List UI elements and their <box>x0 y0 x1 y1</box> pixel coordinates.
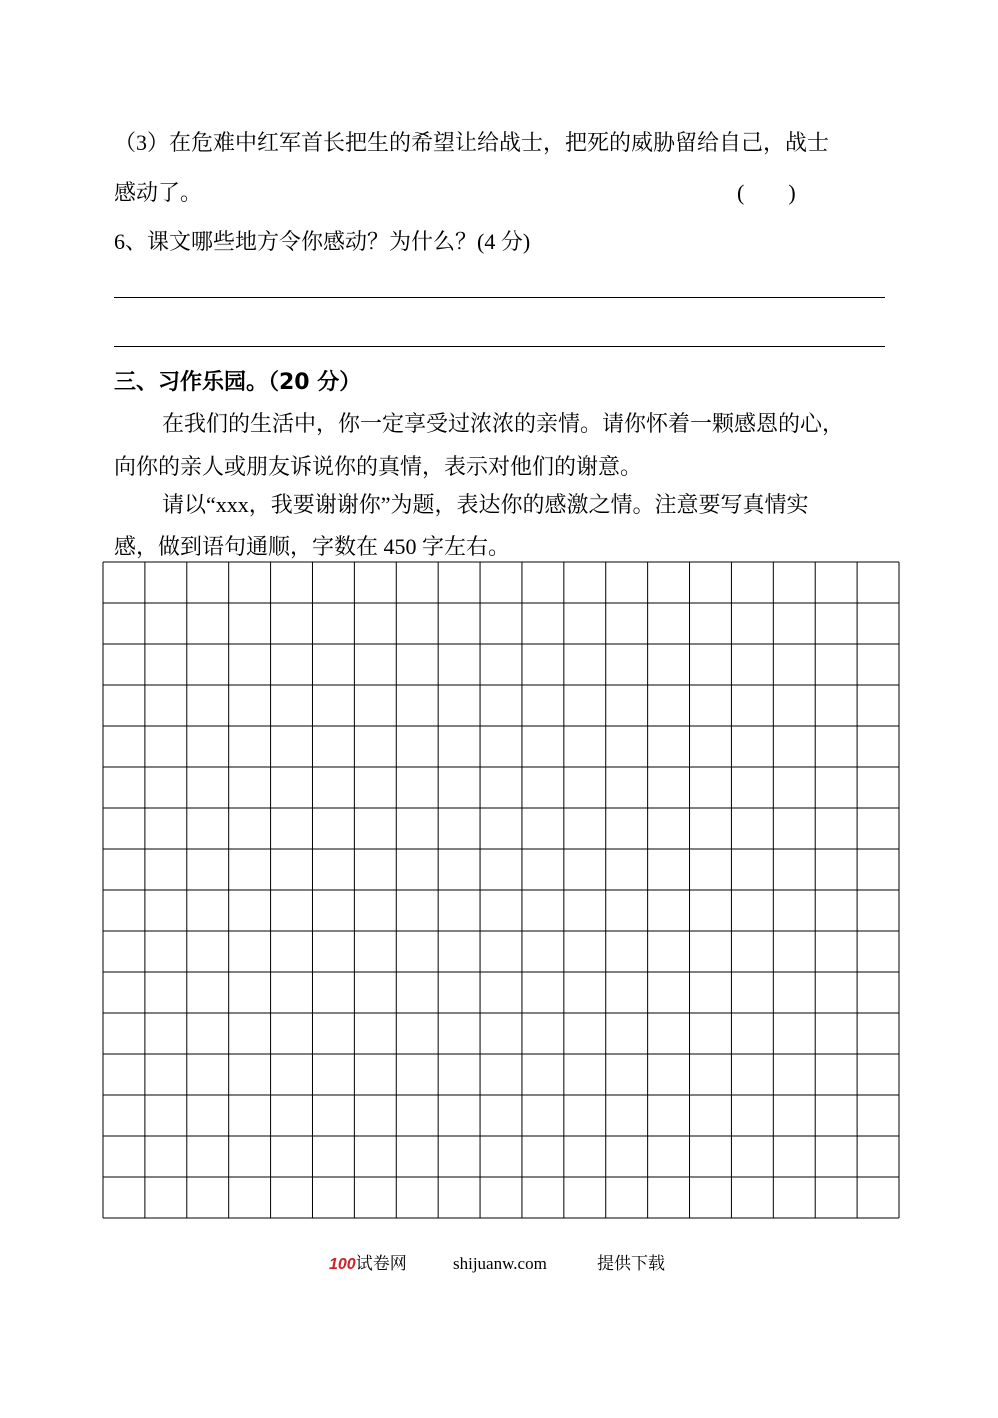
answer-line-2[interactable] <box>114 346 885 347</box>
footer-site[interactable]: shijuanw.com <box>453 1254 547 1273</box>
question-5-item-3-line-1: （3）在危难中红军首长把生的希望让给战士，把死的威胁留给自己，战士 <box>114 130 830 155</box>
question-6-prompt: 6、课文哪些地方令你感动？为什么？(4 分) <box>114 229 531 254</box>
essay-paragraph-2-line-1: 请以“xxx，我要谢谢你”为题，表达你的感激之情。注意要写真情实 <box>162 492 809 517</box>
footer-logo <box>329 1252 407 1277</box>
essay-paragraph-1-line-2: 向你的亲人或朋友诉说你的真情，表示对他们的谢意。 <box>114 454 643 479</box>
question-5-item-3-line-2: 感动了。 <box>114 180 203 205</box>
writing-grid[interactable] <box>102 561 900 1219</box>
answer-bracket[interactable]: ( ) <box>737 180 796 205</box>
section-heading: 三、习作乐园。（20 分） <box>114 370 362 395</box>
logo-number: 100 <box>329 1256 356 1273</box>
footer-note: 提供下载 <box>597 1254 665 1273</box>
answer-line-1[interactable] <box>114 297 885 298</box>
essay-paragraph-1-line-1: 在我们的生活中，你一定享受过浓浓的亲情。请你怀着一颗感恩的心， <box>162 411 845 436</box>
essay-paragraph-2-line-2: 感，做到语句通顺，字数在 450 字左右。 <box>114 534 511 559</box>
logo-text: 试卷网 <box>355 1254 407 1273</box>
